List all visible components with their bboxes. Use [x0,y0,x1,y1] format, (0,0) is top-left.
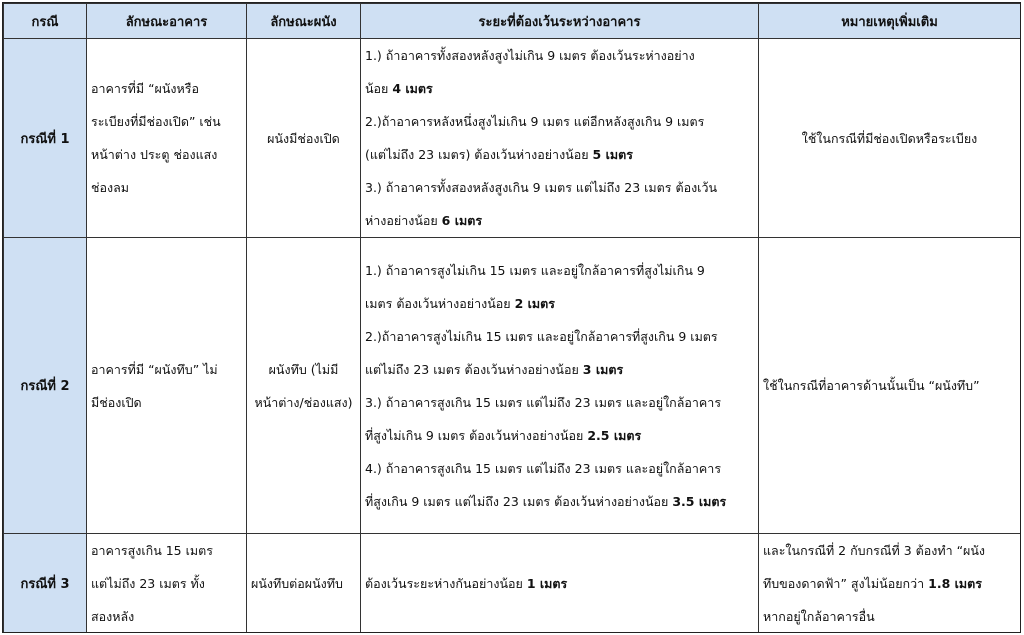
text-line [763,567,1016,600]
header-wall: ลักษณะผนัง [247,4,361,39]
table-row [4,238,1021,534]
line-text: 1.) ถ้าอาคารทั้งสองหลังสูงไม่เกิน 9 เมตร ต้องเว้นระห่างอย่าง [365,48,695,63]
text-line [763,600,1016,633]
line-text: 1.) ถ้าอาคารสูงไม่เกิน 15 เมตร และอยู่ใกล้อาคารที่สูงไม่เกิน 9 [365,262,705,278]
building-cell [87,238,247,534]
text-line: ผนังมีช่องเปิด [267,130,340,146]
text-line: อาคารสูงเกิน 15 เมตร [91,543,213,558]
text-line [365,320,754,353]
line-text: 4.) ถ้าอาคารสูงเกิน 15 เมตร แต่ไม่ถึง 23 เมตร และอยู่ใกล้อาคาร [365,460,722,476]
line-bold: 5 เมตร [592,147,633,162]
text-line [365,171,754,204]
text-line [365,386,754,419]
line-text: 3.) ถ้าอาคารทั้งสองหลังสูงเกิน 9 เมตร แต่ไม่ถึง 23 เมตร ต้องเว้น [365,180,718,195]
line-text: 2.)ถ้าอาคารสูงไม่เกิน 15 เมตร และอยู่ใกล้อาคารที่สูงเกิน 9 เมตร [365,328,718,344]
building-distance-table [3,3,1021,633]
line-text: เมตร ต้องเว้นห่างอย่างน้อย [365,295,515,311]
line-bold: 2 เมตร [514,295,555,311]
text-line [365,204,754,237]
line-text: ที่สูงเกิน 9 เมตร แต่ไม่ถึง 23 เมตร ต้องเว้นห่างอย่างน้อย [365,493,673,509]
line-bold: 2.5 เมตร [587,427,642,443]
line-bold: 3.5 เมตร [672,493,727,509]
note-cell [759,39,1021,238]
text-line: สองหลัง [91,609,135,624]
table-row [4,39,1021,238]
line-text: ที่สูงไม่เกิน 9 เมตร ต้องเว้นห่างอย่างน้อย [365,427,588,443]
line-bold: 6 เมตร [441,213,483,228]
text-line: ผนังทึบต่อผนังทึบ [251,576,343,591]
text-line: มีช่องเปิด [91,394,142,410]
distance-cell [361,238,759,534]
line-text: และในกรณีที่ 2 กับกรณีที่ 3 ต้องทำ “ผนัง [763,543,986,558]
text-line [365,254,754,287]
text-line [365,452,754,485]
wall-cell [247,238,361,534]
header-building: ลักษณะอาคาร [87,4,247,39]
line-bold: 1.8 เมตร [928,576,982,591]
text-line: ใช้ในกรณีที่มีช่องเปิดหรือระเบียง [801,130,978,146]
text-line: อาคารที่มี “ผนังทึบ” ไม่ [91,361,218,377]
line-bold: 1 เมตร [526,576,568,591]
text-line [365,419,754,452]
text-line [365,485,754,518]
text-line: ใช้ในกรณีที่อาคารด้านนั้นเป็น “ผนังทึบ” [763,378,980,393]
line-text: (แต่ไม่ถึง 23 เมตร) ต้องเว้นห่างอย่างน้อย [365,147,593,162]
regulation-table-frame [2,2,1021,633]
header-distance: ระยะที่ต้องเว้นระหว่างอาคาร [361,4,759,39]
text-line: ผนังทึบ (ไม่มี [268,361,339,377]
text-line [763,534,1016,567]
wall-cell [247,39,361,238]
text-line [365,39,754,72]
line-text: ห่างอย่างน้อย [365,213,442,228]
text-line: อาคารที่มี “ผนังหรือ [91,81,199,96]
header-case: กรณี [4,4,87,39]
header-row [4,4,1021,39]
distance-cell [361,39,759,238]
table-row [4,534,1021,634]
text-line: หน้าต่าง ประตู ช่องแสง [91,147,218,162]
line-bold: 4 เมตร [392,81,433,96]
case-label: กรณีที่ 3 [4,534,87,634]
line-text: ทึบของดาดฟ้า” สูงไม่น้อยกว่า [763,576,929,591]
case-label: กรณีที่ 1 [4,39,87,238]
line-text: น้อย [365,81,393,96]
line-text: แต่ไม่ถึง 23 เมตร ต้องเว้นห่างอย่างน้อย [365,361,583,377]
wall-cell [247,534,361,634]
text-line: ช่องลม [91,180,129,195]
line-bold: 3 เมตร [582,361,624,377]
building-cell [87,39,247,238]
text-line: แต่ไม่ถึง 23 เมตร ทั้ง [91,576,205,591]
line-text: หากอยู่ใกล้อาคารอื่น [763,609,875,624]
text-line [365,567,754,600]
line-text: 3.) ถ้าอาคารสูงเกิน 15 เมตร แต่ไม่ถึง 23 เมตร และอยู่ใกล้อาคาร [365,394,722,410]
text-line [365,72,754,105]
text-line [365,105,754,138]
note-cell [759,238,1021,534]
case-label: กรณีที่ 2 [4,238,87,534]
text-line: หน้าต่าง/ช่องแสง) [254,394,353,410]
header-note: หมายเหตุเพิ่มเติม [759,4,1021,39]
text-line: ระเบียงที่มีช่องเปิด” เช่น [91,114,221,129]
text-line [365,353,754,386]
building-cell [87,534,247,634]
distance-cell [361,534,759,634]
text-line [365,138,754,171]
line-text: ต้องเว้นระยะห่างกันอย่างน้อย [365,576,527,591]
text-line [365,287,754,320]
note-cell [759,534,1021,634]
line-text: 2.)ถ้าอาคารหลังหนึ่งสูงไม่เกิน 9 เมตร แต่อีกหลังสูงเกิน 9 เมตร [365,114,705,129]
